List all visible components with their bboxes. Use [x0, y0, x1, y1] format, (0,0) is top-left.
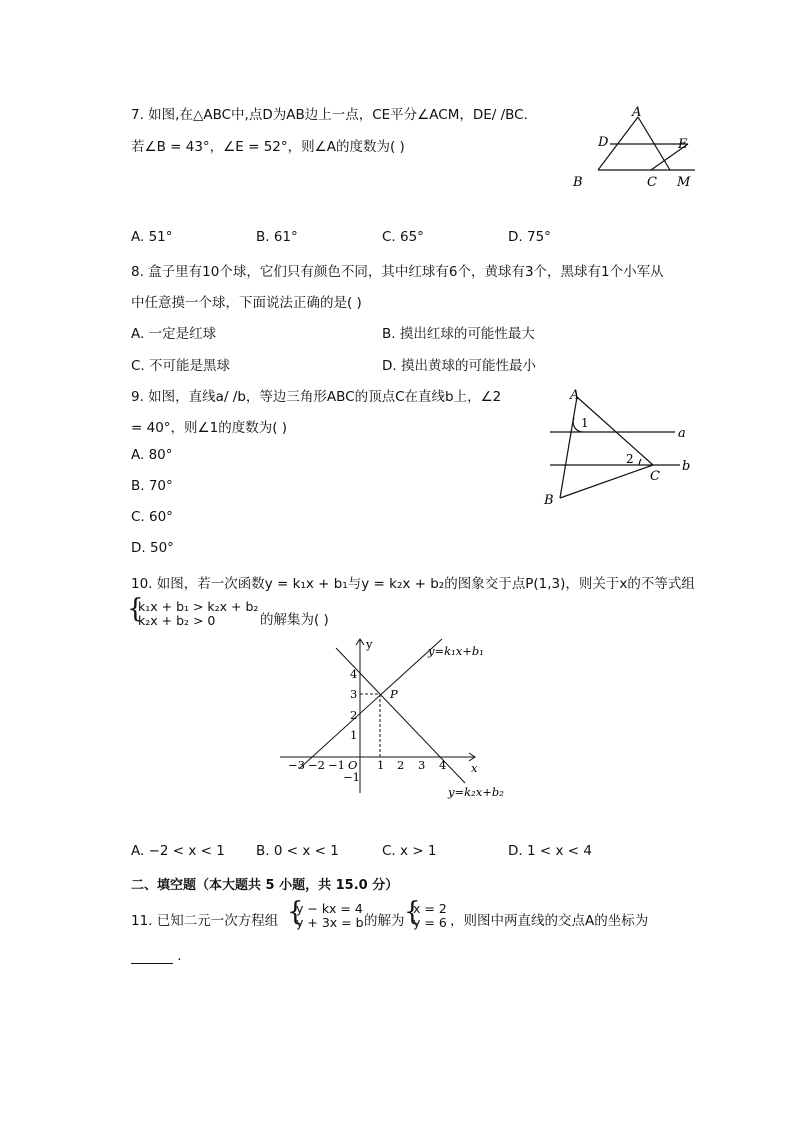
q8-option-b: B. 摸出红球的可能性最大	[382, 326, 535, 342]
q7-option-b: B. 61°	[256, 229, 298, 245]
q11-system-b-line1: x = 2	[413, 901, 447, 916]
q8-option-a: A. 一定是红球	[131, 326, 217, 342]
q9-label-2: 2	[626, 452, 634, 466]
q7-label-e: E	[678, 137, 688, 152]
q11-answer-line	[131, 948, 182, 964]
q10-y-tick: 3	[350, 687, 358, 701]
q10-x-tick: −2	[308, 758, 325, 772]
q11-prefix: 11. 已知二元一次方程组	[131, 913, 279, 929]
q8-line2: 中任意摸一个球，下面说法正确的是( )	[131, 295, 362, 311]
q7-figure	[560, 100, 700, 195]
q10-line2-suffix: 的解集为( )	[260, 612, 329, 628]
q7-option-d: D. 75°	[508, 229, 551, 245]
q9-figure	[535, 385, 700, 510]
q10-option-d: D. 1 < x < 4	[508, 843, 592, 859]
q10-system-brace: {	[127, 594, 144, 624]
q7-option-c: C. 65°	[382, 229, 424, 245]
q9-line2: = 40°，则∠1的度数为( )	[131, 420, 288, 436]
q8-option-c: C. 不可能是黑球	[131, 358, 231, 374]
q9-option-b: B. 70°	[131, 478, 173, 494]
q10-origin-label: O	[348, 758, 358, 772]
q7-option-a: A. 51°	[131, 229, 173, 245]
q10-y-tick: 2	[350, 708, 358, 722]
q11-answer-blank	[131, 949, 173, 964]
q11-system-a-line1: y − kx = 4	[296, 901, 363, 916]
q10-line1-label: y=k₁x+b₁	[428, 644, 484, 658]
q10-line2-label: y=k₂x+b₂	[448, 785, 504, 799]
q10-system-line1: k₁x + b₁ > k₂x + b₂	[138, 599, 259, 614]
q7-label-b: B	[573, 175, 583, 190]
q10-x-tick: 2	[397, 758, 405, 772]
q10-x-tick: 3	[418, 758, 426, 772]
q7-label-m: M	[677, 175, 691, 190]
q9-option-a: A. 80°	[131, 447, 173, 463]
q10-option-c: C. x > 1	[382, 843, 437, 859]
q9-label-line-b: b	[682, 459, 691, 474]
q9-label-line-a: a	[678, 426, 686, 441]
q7-line2: 若∠B = 43°，∠E = 52°，则∠A的度数为( )	[131, 139, 405, 155]
q10-y-tick: 4	[350, 667, 358, 681]
q10-y-tick: −1	[343, 770, 360, 784]
q9-label-b: B	[544, 493, 554, 508]
q10-x-axis-label: x	[471, 761, 478, 775]
q7-label-d: D	[598, 135, 609, 150]
q9-label-c: C	[650, 469, 660, 484]
q9-label-1: 1	[581, 416, 589, 430]
q11-mid-text: 的解为	[364, 913, 405, 929]
q10-y-axis-label: y	[366, 637, 373, 651]
q10-x-tick: −3	[288, 758, 305, 772]
q10-x-tick: −1	[328, 758, 345, 772]
q8-option-d: D. 摸出黄球的可能性最小	[382, 358, 536, 374]
q10-system-line2: k₂x + b₂ > 0	[138, 613, 216, 628]
q9-option-d: D. 50°	[131, 540, 174, 556]
q11-system-a-brace: {	[287, 897, 304, 927]
q10-graph	[270, 633, 540, 808]
q7-line1: 7. 如图,在△ABC中,点D为AB边上一点，CE平分∠ACM，DE/ /BC.	[131, 107, 528, 123]
q11-system-b-line2: y = 6	[413, 915, 447, 930]
q7-label-a: A	[632, 105, 642, 120]
q10-x-tick: 1	[377, 758, 385, 772]
q11-suffix: ，则图中两直线的交点A的坐标为	[450, 913, 649, 929]
q10-y-tick: 1	[350, 728, 358, 742]
q10-line1: 10. 如图，若一次函数y = k₁x + b₁与y = k₂x + b₂的图象交于点P(1,3)，则关于x的不等式组	[131, 576, 695, 592]
q10-point-p-label: P	[390, 687, 398, 701]
q11-end: .	[177, 948, 182, 964]
q7-label-c: C	[647, 175, 657, 190]
q9-line1: 9. 如图，直线a/ /b，等边三角形ABC的顶点C在直线b上，∠2	[131, 389, 502, 405]
q9-label-a: A	[570, 388, 580, 403]
q11-system-a-line2: y + 3x = b	[296, 915, 364, 930]
q10-option-a: A. −2 < x < 1	[131, 843, 225, 859]
q10-option-b: B. 0 < x < 1	[256, 843, 339, 859]
section-title: 二、填空题（本大题共 5 小题，共 15.0 分）	[131, 878, 399, 893]
q10-x-tick: 4	[439, 758, 447, 772]
q8-line1: 8. 盒子里有10个球，它们只有颜色不同，其中红球有6个，黄球有3个，黑球有1个小军从	[131, 264, 664, 280]
q11-system-b-brace: {	[404, 897, 421, 927]
q9-option-c: C. 60°	[131, 509, 173, 525]
